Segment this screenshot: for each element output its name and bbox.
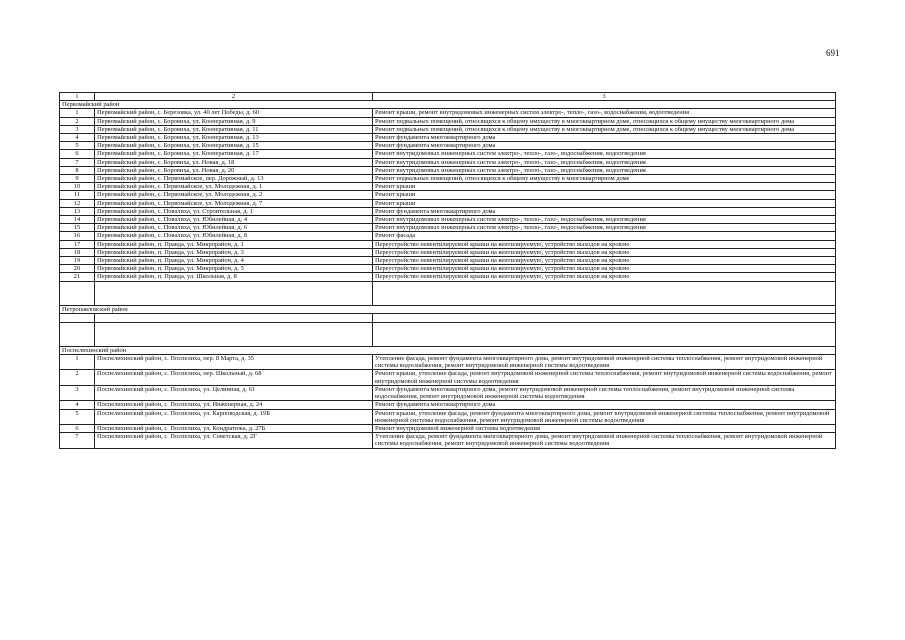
district-row bbox=[60, 346, 836, 354]
table-row bbox=[60, 273, 836, 281]
work-type-cell: Переустройство невентилируемой крыши на вентилируемую, устройство выходов на кровлю bbox=[373, 240, 836, 248]
empty-cell bbox=[95, 313, 373, 322]
work-type-cell: Ремонт фундамента многоквартирного дома, ремонт внутридомовой инженерной системы теплоснабжения, ремонт внутридомовой инженерной системы водоснабжения, ремонт внутридомовой инженерной системы водоотведения bbox=[373, 385, 836, 400]
work-type-cell: Ремонт внутридомовых инженерных систем электро-, тепло-, газо-, водоснабжения, водоотведения bbox=[373, 224, 836, 232]
work-type-cell: Переустройство невентилируемой крыши на вентилируемую, устройство выходов на кровлю bbox=[373, 265, 836, 273]
row-number: 19 bbox=[60, 257, 95, 265]
address-cell: Первомайский район, с. Боровиха, ул. Кооперативная, д. 13 bbox=[95, 134, 373, 142]
row-number: 1 bbox=[60, 109, 95, 117]
row-number: 12 bbox=[60, 199, 95, 207]
table-row bbox=[60, 224, 836, 232]
empty-cell bbox=[373, 281, 836, 305]
district-name: Поспелихинский район bbox=[60, 346, 836, 354]
row-number: 14 bbox=[60, 216, 95, 224]
table-row bbox=[60, 232, 836, 240]
address-cell: Первомайский район, п. Правда, ул. Микрорайон, д. 3 bbox=[95, 248, 373, 256]
row-number: 16 bbox=[60, 232, 95, 240]
row-number: 1 bbox=[60, 355, 95, 370]
table-row bbox=[60, 117, 836, 125]
table-row bbox=[60, 433, 836, 448]
row-number: 5 bbox=[60, 142, 95, 150]
work-type-cell: Переустройство невентилируемой крыши на вентилируемую, устройство выходов на кровлю bbox=[373, 273, 836, 281]
work-type-cell: Ремонт внутридомовых инженерных систем электро-, тепло-, газо-, водоснабжения, водоотведения bbox=[373, 150, 836, 158]
district-row bbox=[60, 305, 836, 313]
table-row bbox=[60, 257, 836, 265]
table-row bbox=[60, 166, 836, 174]
address-cell: Первомайский район, с. Первомайское, пер. Дорожный, д. 13 bbox=[95, 175, 373, 183]
work-type-cell: Ремонт фундамента многоквартирного дома bbox=[373, 207, 836, 215]
row-number: 15 bbox=[60, 224, 95, 232]
row-number: 7 bbox=[60, 433, 95, 448]
work-type-cell: Ремонт фасада bbox=[373, 232, 836, 240]
work-type-cell: Ремонт крыши, утепление фасада, ремонт внутридомовой инженерной системы теплоснабжения, ремонт внутридомовой инженерной системы водоснабжения, ремонт внутридомовой инженерной системы водоотведения bbox=[373, 370, 836, 385]
header-col-1: 1 bbox=[60, 93, 95, 101]
address-cell: Первомайский район, с. Боровиха, ул. Кооперативная, д. 11 bbox=[95, 125, 373, 133]
row-number: 6 bbox=[60, 150, 95, 158]
empty-cell bbox=[373, 322, 836, 346]
table-row bbox=[60, 134, 836, 142]
address-cell: Первомайский район, с. Первомайское, ул. Молодежная, д. 7 bbox=[95, 199, 373, 207]
address-cell: Первомайский район, с. Боровиха, ул. Кооперативная, д. 9 bbox=[95, 117, 373, 125]
address-cell: Первомайский район, с. Повалиха, ул. Юбилейная, д. 6 bbox=[95, 224, 373, 232]
address-cell: Первомайский район, с. Боровиха, ул. Новая, д. 20 bbox=[95, 166, 373, 174]
row-number: 5 bbox=[60, 409, 95, 424]
row-number: 9 bbox=[60, 175, 95, 183]
address-cell: Первомайский район, с. Повалиха, ул. Юбилейная, д. 4 bbox=[95, 216, 373, 224]
table-row bbox=[60, 207, 836, 215]
work-type-cell: Ремонт фундамента многоквартирного дома bbox=[373, 142, 836, 150]
work-type-cell: Ремонт внутридомовых инженерных систем электро-, тепло-, газо-, водоснабжения, водоотведения bbox=[373, 158, 836, 166]
empty-cell bbox=[60, 281, 95, 305]
table-row bbox=[60, 158, 836, 166]
row-number: 20 bbox=[60, 265, 95, 273]
work-type-cell: Ремонт подвальных помещений, относящихся к общему имуществу в многоквартирном доме, относящихся к общему имуществу многоквартирного дома bbox=[373, 125, 836, 133]
row-number: 3 bbox=[60, 125, 95, 133]
page-number: 691 bbox=[826, 48, 840, 58]
table-row bbox=[60, 175, 836, 183]
table-row bbox=[60, 150, 836, 158]
work-type-cell: Утепление фасада, ремонт фундамента многоквартирного дома, ремонт внутридомовой инженерной системы теплоснабжения, ремонт внутридомовой инженерной системы водоснабжения, ремонт внутридомовой инженерной системы водоотведения bbox=[373, 433, 836, 448]
work-type-cell: Ремонт крыши, ремонт внутридомовых инженерных систем электро-, тепло-, газо-, водоснабжения, водоотведения bbox=[373, 109, 836, 117]
table-row bbox=[60, 424, 836, 432]
table-row bbox=[60, 355, 836, 370]
work-type-cell: Ремонт крыши bbox=[373, 183, 836, 191]
work-type-cell: Ремонт фундамента многоквартирного дома bbox=[373, 134, 836, 142]
address-cell: Первомайский район, с. Первомайское, ул. Молодежная, д. 1 bbox=[95, 183, 373, 191]
address-cell: Первомайский район, с. Первомайское, ул. Молодежная, д. 2 bbox=[95, 191, 373, 199]
address-cell: Поспелихинский район, с. Поспелиха, ул. Кондратюка, д. 27Б bbox=[95, 424, 373, 432]
address-cell: Первомайский район, с. Боровиха, ул. Кооперативная, д. 17 bbox=[95, 150, 373, 158]
row-number: 11 bbox=[60, 191, 95, 199]
table-row bbox=[60, 125, 836, 133]
table-row bbox=[60, 199, 836, 207]
address-cell: Первомайский район, п. Правда, ул. Школьная, д. 8 bbox=[95, 273, 373, 281]
empty-cell bbox=[95, 281, 373, 305]
work-type-cell: Ремонт внутридомовых инженерных систем электро-, тепло-, газо-, водоснабжения, водоотведения bbox=[373, 166, 836, 174]
address-cell: Поспелихинский район, с. Поспелиха, ул. Целинная, д. 61 bbox=[95, 385, 373, 400]
table-row bbox=[60, 385, 836, 400]
row-number: 2 bbox=[60, 117, 95, 125]
row-number: 4 bbox=[60, 134, 95, 142]
row-number: 13 bbox=[60, 207, 95, 215]
table-row bbox=[60, 265, 836, 273]
row-number: 7 bbox=[60, 158, 95, 166]
spacer-row bbox=[60, 322, 836, 346]
table-row bbox=[60, 109, 836, 117]
work-type-cell: Ремонт внутридомовой инженерной системы водоотведения bbox=[373, 424, 836, 432]
row-number: 2 bbox=[60, 370, 95, 385]
address-cell: Первомайский район, с. Боровиха, ул. Новая, д. 18 bbox=[95, 158, 373, 166]
empty-row bbox=[60, 313, 836, 322]
row-number: 3 bbox=[60, 385, 95, 400]
address-cell: Первомайский район, п. Правда, ул. Микрорайон, д. 5 bbox=[95, 265, 373, 273]
table-row bbox=[60, 409, 836, 424]
row-number: 6 bbox=[60, 424, 95, 432]
row-number: 18 bbox=[60, 248, 95, 256]
district-name: Петропавловский район bbox=[60, 305, 836, 313]
header-col-3: 3 bbox=[373, 93, 836, 101]
table-row bbox=[60, 183, 836, 191]
work-type-cell: Ремонт крыши bbox=[373, 199, 836, 207]
work-type-cell: Утепление фасада, ремонт фундамента многоквартирного дома, ремонт внутридомовой инженерной системы теплоснабжения, ремонт внутридомовой инженерной системы водоснабжения, ремонт внутридомовой инженерной системы водоотведения bbox=[373, 355, 836, 370]
table-row bbox=[60, 216, 836, 224]
table-row bbox=[60, 370, 836, 385]
spacer-row bbox=[60, 281, 836, 305]
row-number: 10 bbox=[60, 183, 95, 191]
work-type-cell: Ремонт внутридомовых инженерных систем электро-, тепло-, газо-, водоснабжения, водоотведения bbox=[373, 216, 836, 224]
empty-cell bbox=[373, 313, 836, 322]
row-number: 17 bbox=[60, 240, 95, 248]
address-cell: Поспелихинский район, с. Поспелиха, пер. 8 Марта, д. 35 bbox=[95, 355, 373, 370]
address-cell: Первомайский район, п. Правда, ул. Микрорайон, д. 4 bbox=[95, 257, 373, 265]
work-type-cell: Переустройство невентилируемой крыши на вентилируемую, устройство выходов на кровлю bbox=[373, 248, 836, 256]
address-cell: Поспелихинский район, с. Поспелиха, ул. Карповодская, д. 19Б bbox=[95, 409, 373, 424]
address-cell: Первомайский район, п. Правда, ул. Микрорайон, д. 1 bbox=[95, 240, 373, 248]
work-type-cell: Ремонт крыши bbox=[373, 191, 836, 199]
address-cell: Поспелихинский район, с. Поспелиха, ул. Советская, д. 2Г bbox=[95, 433, 373, 448]
header-col-2: 2 bbox=[95, 93, 373, 101]
table-row bbox=[60, 142, 836, 150]
empty-cell bbox=[60, 322, 95, 346]
repair-register-table bbox=[59, 92, 836, 449]
work-type-cell: Ремонт подвальных помещений, относящихся к общему имуществу в многоквартирном доме bbox=[373, 175, 836, 183]
work-type-cell: Переустройство невентилируемой крыши на вентилируемую, устройство выходов на кровлю bbox=[373, 257, 836, 265]
district-name: Первомайский район bbox=[60, 101, 836, 109]
empty-cell bbox=[60, 313, 95, 322]
row-number: 8 bbox=[60, 166, 95, 174]
address-cell: Первомайский район, с. Повалиха, ул. Строительная, д. 1 bbox=[95, 207, 373, 215]
table-row bbox=[60, 401, 836, 409]
table-row bbox=[60, 248, 836, 256]
address-cell: Первомайский район, с. Березовка, ул. 40 лет Победы, д. 60 bbox=[95, 109, 373, 117]
header-row bbox=[60, 93, 836, 101]
table-row bbox=[60, 191, 836, 199]
row-number: 21 bbox=[60, 273, 95, 281]
empty-cell bbox=[95, 322, 373, 346]
address-cell: Поспелихинский район, с. Поспелиха, ул. Инженерная, д. 24 bbox=[95, 401, 373, 409]
work-type-cell: Ремонт фундамента многоквартирного дома bbox=[373, 401, 836, 409]
district-row bbox=[60, 101, 836, 109]
address-cell: Первомайский район, с. Боровиха, ул. Кооперативная, д. 15 bbox=[95, 142, 373, 150]
work-type-cell: Ремонт крыши, утепление фасада, ремонт фундамента многоквартирного дома, ремонт внутридомовой инженерной системы теплоснабжения, ремонт внутридомовой инженерной системы водоснабжения, ремонт внутридомовой инженерной системы водоотведения bbox=[373, 409, 836, 424]
table-row bbox=[60, 240, 836, 248]
work-type-cell: Ремонт подвальных помещений, относящихся к общему имуществу в многоквартирном доме, относящихся к общему имуществу многоквартирного дома bbox=[373, 117, 836, 125]
row-number: 4 bbox=[60, 401, 95, 409]
address-cell: Поспелихинский район, с. Поспелиха, пер. Школьный, д. 68 bbox=[95, 370, 373, 385]
address-cell: Первомайский район, с. Повалиха, ул. Юбилейная, д. 8 bbox=[95, 232, 373, 240]
